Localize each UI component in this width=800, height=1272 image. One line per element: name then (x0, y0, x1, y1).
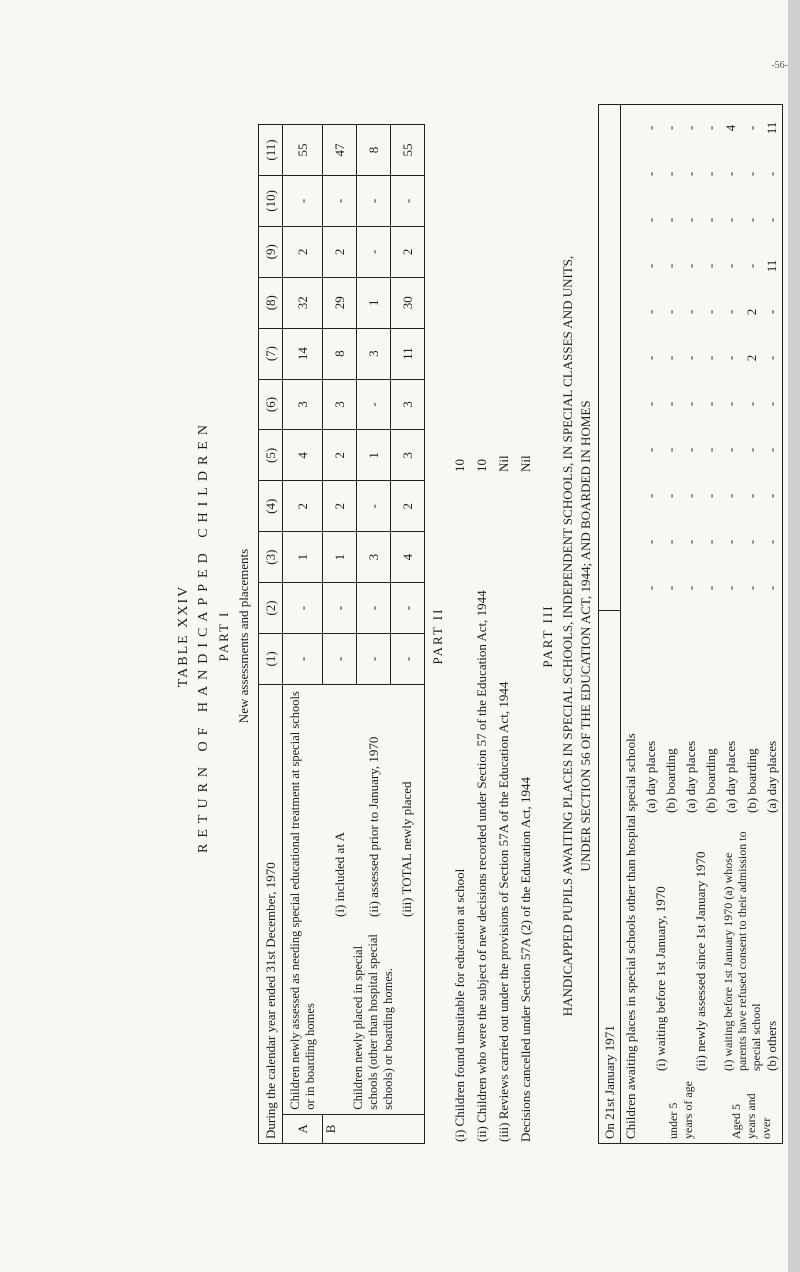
row-subitem: (ii) assessed prior to January, 1970 (365, 736, 381, 917)
part2-item: (iii) Reviews carried out under the provisions of Section 57A of the Education Act, 1944 (496, 681, 511, 1142)
row-description: Children newly placed in special schools (other than hospital special schools) or boarding homes. (350, 934, 395, 1110)
col-header: (2) (259, 583, 283, 634)
spacer (742, 611, 763, 699)
table-cell: - (764, 447, 780, 453)
table-cell: - (702, 355, 718, 361)
table-cell: - (357, 633, 391, 684)
table-cell: - (702, 125, 718, 131)
part2-value: 10 (474, 459, 489, 472)
row-subitem: (i) waiting before 1st January, 1970 (652, 886, 668, 1071)
table-cell: - (682, 263, 698, 269)
table-cell: 55 (391, 125, 425, 176)
table-row (283, 125, 323, 1144)
part2-value: 10 (452, 459, 467, 472)
row-description: Children newly assessed as needing special educational treatment at special schools or in boarding homes (287, 691, 317, 1110)
table-cell: - (764, 309, 780, 315)
spacer (661, 611, 681, 699)
part1-label: PART I (216, 610, 231, 662)
part2-item: Decisions cancelled under Section 57A (2) of the Education Act, 1944 (518, 777, 533, 1142)
part3-table (598, 104, 783, 1144)
table-cell: - (702, 263, 718, 269)
part3-heading: HANDICAPPED PUPILS AWAITING PLACES IN SPECIAL SCHOOLS, INDEPENDENT SCHOOLS, IN SPECIAL CLASSES AND UNITS, (560, 255, 575, 1017)
col-header: (1) (259, 633, 283, 684)
col-header: (3) (259, 532, 283, 583)
table-cell: 55 (283, 125, 323, 176)
part3-date: On 21st January 1971 (599, 611, 621, 1144)
table-row (641, 105, 661, 1144)
table-cell: 11 (764, 259, 780, 273)
table-cell: - (764, 355, 780, 361)
table-cell: - (662, 309, 678, 315)
part2-item: (ii) Children who were the subject of new decisions recorded under Section 57 of the Education Act, 1944 (474, 590, 489, 1142)
table-cell: 11 (391, 328, 425, 379)
part2-item: (i) Children found unsuitable for education at school (452, 868, 467, 1142)
table-cell: - (723, 401, 738, 407)
table-cell: 3 (323, 379, 357, 430)
table-cell: - (682, 493, 698, 499)
table-cell: 3 (357, 532, 391, 583)
col-header: (10) (259, 175, 283, 226)
table-cell: - (764, 493, 780, 499)
table-cell: - (283, 175, 323, 226)
place-kind: (b) boarding (744, 748, 759, 813)
table-cell: - (744, 125, 759, 131)
table-cell: - (682, 539, 698, 545)
table-cell: - (682, 355, 698, 361)
row-letter: A (283, 1114, 323, 1143)
group-label: Children awaiting places in special schools other than hospital special schools (622, 733, 638, 1139)
table-cell: 3 (283, 379, 323, 430)
table-cell: 4 (283, 430, 323, 481)
table-cell: 3 (391, 430, 425, 481)
table-cell: 3 (391, 379, 425, 430)
table-cell: - (662, 355, 678, 361)
table-cell: - (744, 539, 759, 545)
table-row (681, 105, 701, 1144)
table-cell: - (357, 481, 391, 532)
row-subitem: (ii) newly assessed since 1st January 1970 (692, 851, 708, 1071)
part1-header-text: During the calendar year ended 31st December, 1970 (259, 684, 283, 1143)
table-cell: - (283, 633, 323, 684)
row-subitem: (i) included at A (331, 832, 347, 917)
spacer (641, 611, 661, 699)
table-cell: - (662, 217, 678, 223)
table-cell: - (682, 447, 698, 453)
row-subitem: (b) others (764, 1020, 780, 1071)
table-cell: - (723, 309, 738, 315)
table-cell: - (662, 585, 678, 591)
part3-subheading: UNDER SECTION 56 OF THE EDUCATION ACT, 1944; AND BOARDED IN HOMES (578, 400, 593, 872)
table-cell: - (391, 633, 425, 684)
part3-group-row (621, 105, 641, 1144)
table-row (721, 105, 742, 1144)
table-cell: 2 (283, 481, 323, 532)
table-cell: - (723, 171, 738, 177)
table-cell: - (662, 401, 678, 407)
table-cell: 47 (323, 125, 357, 176)
table-cell: 29 (323, 277, 357, 328)
table-cell: - (662, 171, 678, 177)
part2-value: Nil (518, 455, 533, 472)
table-cell: - (744, 401, 759, 407)
table-cell: - (357, 226, 391, 277)
table-cell: - (723, 539, 738, 545)
table-cell: 2 (744, 308, 759, 316)
table-cell: - (723, 493, 738, 499)
table-cell: 14 (283, 328, 323, 379)
part1-subtitle: New assessments and placements (236, 548, 251, 724)
table-cell: 2 (323, 481, 357, 532)
table-cell: - (702, 493, 718, 499)
part2-label: PART II (430, 607, 445, 665)
row-subitem: (i) waiting before 1st January 1970 (a) whose parents have refused consent to their admission to special school (720, 831, 763, 1071)
table-cell: - (642, 309, 658, 315)
table-cell: - (702, 217, 718, 223)
table-cell: - (723, 447, 738, 453)
table-cell: 1 (283, 532, 323, 583)
table-cell: - (702, 447, 718, 453)
table-cell: - (744, 171, 759, 177)
col-header: (7) (259, 328, 283, 379)
place-kind: (a) day places (642, 740, 658, 813)
place-kind: (a) day places (764, 740, 780, 813)
age-group: Aged 5 years and over (728, 1093, 773, 1139)
col-header: (11) (259, 125, 283, 176)
table-cell: - (764, 585, 780, 591)
table-cell: - (764, 401, 780, 407)
blank-header (599, 105, 621, 612)
table-cell: - (702, 309, 718, 315)
table-cell: - (642, 493, 658, 499)
row-subitem: (iii) TOTAL newly placed (399, 781, 415, 917)
table-cell: - (702, 401, 718, 407)
spacer (721, 611, 742, 699)
table-cell: - (391, 175, 425, 226)
part1-header-row (259, 125, 283, 1144)
table-cell: - (764, 171, 780, 177)
table-cell: - (744, 447, 759, 453)
table-cell: - (723, 355, 738, 361)
table-cell: - (642, 585, 658, 591)
table-cell: - (323, 583, 357, 634)
place-kind: (a) day places (682, 740, 698, 813)
table-cell: - (744, 493, 759, 499)
table-cell: - (764, 217, 780, 223)
table-cell: - (283, 583, 323, 634)
table-cell: - (723, 217, 738, 223)
table-cell: - (744, 585, 759, 591)
table-cell: - (682, 309, 698, 315)
col-header: (4) (259, 481, 283, 532)
table-cell: - (662, 263, 678, 269)
table-cell: - (642, 401, 658, 407)
table-cell: - (723, 263, 738, 269)
table-cell: - (744, 263, 759, 269)
part2-value: Nil (496, 455, 511, 472)
table-cell: - (682, 171, 698, 177)
row-letter: B (323, 1114, 425, 1143)
table-cell: - (391, 583, 425, 634)
table-cell: 2 (744, 354, 759, 362)
table-cell: - (702, 171, 718, 177)
table-cell: - (642, 539, 658, 545)
spacer (681, 611, 701, 699)
table-cell: 2 (391, 481, 425, 532)
part3-label: PART III (540, 604, 555, 668)
table-cell: - (682, 401, 698, 407)
table-heading: RETURN OF HANDICAPPED CHILDREN (196, 419, 211, 853)
table-cell: - (357, 583, 391, 634)
spacer (701, 611, 721, 699)
table-cell: - (764, 539, 780, 545)
table-cell: - (702, 585, 718, 591)
table-cell: 1 (357, 430, 391, 481)
table-cell: - (357, 175, 391, 226)
table-cell: 4 (723, 124, 738, 132)
age-group: under 5 years of age (665, 1081, 695, 1139)
table-cell: - (682, 125, 698, 131)
table-cell: 2 (323, 226, 357, 277)
table-row (763, 105, 783, 1144)
table-title: TABLE XXIV (176, 584, 191, 688)
table-cell: 32 (283, 277, 323, 328)
part1-table (258, 124, 425, 1144)
table-cell: - (702, 539, 718, 545)
table-cell: - (662, 447, 678, 453)
table-cell: - (642, 171, 658, 177)
table-cell: - (642, 355, 658, 361)
table-cell: 4 (391, 532, 425, 583)
table-cell: - (662, 539, 678, 545)
table-cell: - (323, 175, 357, 226)
table-cell: - (642, 217, 658, 223)
col-header: (8) (259, 277, 283, 328)
spacer (763, 611, 783, 699)
table-cell: 8 (323, 328, 357, 379)
place-kind: (b) boarding (662, 748, 678, 813)
table-cell: - (682, 585, 698, 591)
table-cell: - (357, 379, 391, 430)
col-header: (5) (259, 430, 283, 481)
table-cell: 1 (323, 532, 357, 583)
table-cell: - (642, 447, 658, 453)
table-cell: 2 (391, 226, 425, 277)
table-row (323, 125, 357, 1144)
page-number: -56- (771, 60, 788, 71)
col-header: (9) (259, 226, 283, 277)
table-cell: 11 (764, 121, 780, 135)
table-cell: - (744, 217, 759, 223)
place-kind: (a) day places (723, 740, 738, 813)
table-cell: - (682, 217, 698, 223)
table-cell: - (642, 263, 658, 269)
table-cell: 30 (391, 277, 425, 328)
table-cell: - (323, 633, 357, 684)
table-cell: - (642, 125, 658, 131)
table-cell: 2 (283, 226, 323, 277)
blank (621, 105, 641, 612)
table-cell: 8 (357, 125, 391, 176)
part3-date-row (599, 105, 621, 1144)
place-kind: (b) boarding (702, 748, 718, 813)
table-cell: 1 (357, 277, 391, 328)
table-cell: - (662, 493, 678, 499)
table-cell: - (662, 125, 678, 131)
col-header: (6) (259, 379, 283, 430)
table-cell: 2 (323, 430, 357, 481)
table-cell: 3 (357, 328, 391, 379)
table-cell: - (723, 585, 738, 591)
